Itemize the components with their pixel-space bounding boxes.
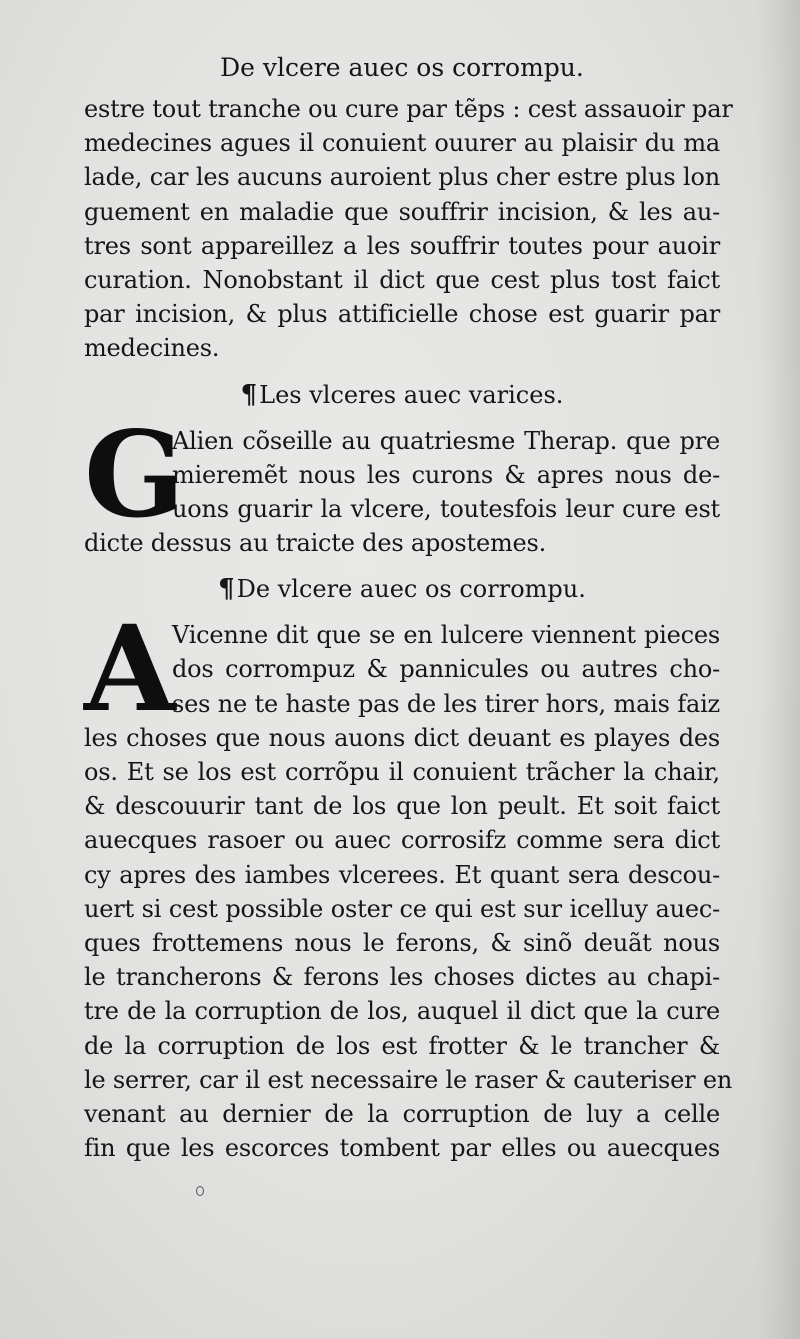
ink-blemish: [196, 1186, 204, 1196]
paragraph-os: [84, 599, 733, 1165]
heading-text: Les vlceres auec varices.: [259, 380, 564, 409]
text-line: tres sont appareillez a les souffrir toutes pour auoir: [84, 231, 720, 260]
text-line: ses ne te haste pas de les tirer hors, mais faiz: [172, 689, 720, 718]
text-line: Vicenne dit que se en lulcere viennent pieces: [172, 621, 720, 650]
text-line: tre de la corruption de los, auquel il dict que la cure: [84, 997, 720, 1026]
text-line: uert si cest possible oster ce qui est sur icelluy auec-: [84, 894, 720, 923]
text-line: auecques rasoer ou auec corrosifz comme sera dict: [84, 826, 720, 855]
text-line: dos corrompuz & pannicules ou autres cho-: [172, 655, 720, 684]
text-line: mieremẽt nous les curons & apres nous de-: [172, 460, 720, 489]
text-line: Alien cõseille au quatriesme Therap. que pre: [172, 426, 720, 455]
running-head: De vlcere auec os corrompu.: [220, 53, 584, 82]
text-line: curation. Nonobstant il dict que cest plus tost faict: [84, 265, 720, 294]
text-line: de la corruption de los est frotter & le trancher &: [84, 1031, 720, 1060]
text-line: estre tout tranche ou cure par tẽps : cest assauoir par: [84, 95, 733, 123]
drop-cap-g: G: [84, 404, 185, 544]
text-line: les choses que nous auons dict deuant es playes des: [84, 723, 720, 752]
text-block: [84, 44, 733, 1165]
text-line: cy apres des iambes vlcerees. Et quant sera descou-: [84, 860, 720, 889]
text-line: par incision, & plus attificielle chose est guarir par: [84, 300, 720, 329]
section-heading-os: [84, 560, 720, 618]
pilcrow-icon: ¶: [240, 379, 258, 410]
paragraph-varices: [84, 404, 720, 561]
continued-paragraph: [84, 92, 733, 366]
text-line: guement en maladie que souffrir incision, & les au-: [84, 197, 720, 226]
text-line: medecines agues il conuient ouurer au plaisir du ma: [84, 129, 720, 158]
pilcrow-icon: ¶: [218, 574, 235, 605]
drop-cap-a: A: [84, 599, 176, 739]
text-line: venant au dernier de la corruption de luy a celle: [84, 1099, 720, 1128]
text-line: os. Et se los est corrõpu il conuient trãcher la chair,: [84, 758, 720, 786]
text-line: le serrer, car il est necessaire le raser & cauteriser en: [84, 1065, 733, 1094]
text-line: dicte dessus au traicte des apostemes.: [84, 529, 547, 558]
text-line: fin que les escorces tombent par elles ou auecques: [84, 1134, 720, 1163]
heading-text: De vlcere auec os corrompu.: [236, 575, 586, 604]
text-line: le trancherons & ferons les choses dictes au chapi-: [84, 963, 720, 992]
text-line: ques frottemens nous le ferons, & sinõ deuãt nous: [84, 928, 720, 957]
text-line: & descouurir tant de los que lon peult. Et soit faict: [84, 792, 720, 821]
text-line: medecines.: [84, 334, 220, 363]
page-fold-shadow: [756, 0, 800, 1339]
text-line: uons guarir la vlcere, toutesfois leur cure est: [172, 494, 720, 523]
text-line: lade, car les aucuns auroient plus cher estre plus lon: [84, 163, 720, 192]
